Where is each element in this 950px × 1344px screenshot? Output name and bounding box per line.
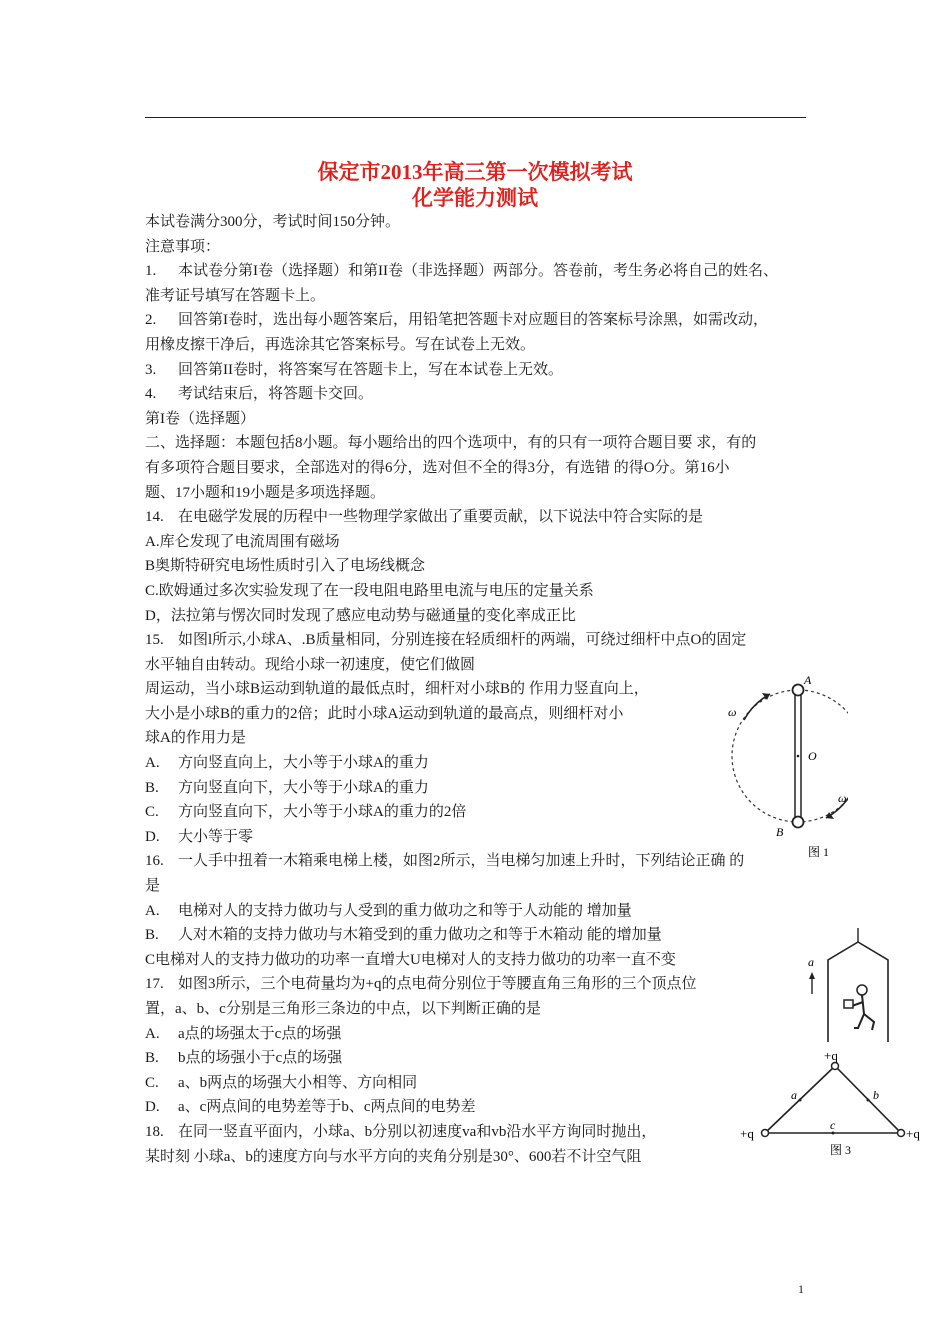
option-label: B.: [145, 779, 159, 796]
option-label: A.: [145, 1025, 160, 1042]
notice-number: 4.: [145, 386, 157, 403]
question-17-option: [145, 1046, 813, 1071]
charge-top: +q: [824, 1048, 838, 1063]
notice-text: 回答第II卷时，将答案写在答题卡上，写在本试卷上无效。: [178, 361, 563, 378]
notice-item: [145, 358, 813, 383]
label-accel: a: [808, 955, 814, 969]
figure-3-caption: 图 3: [830, 1143, 852, 1157]
option-text: 方向竖直向下，大小等于小球A的重力的2倍: [178, 804, 467, 821]
wooden-box: [844, 1000, 853, 1008]
question-15-stem-line: 大小是小球B的重力的2倍；此时小球A运动到轨道的最高点，则细杆对小: [145, 705, 624, 722]
section-heading: 第I卷（选择题）: [145, 410, 255, 427]
question-15-stem: [145, 628, 813, 653]
question-text: 在电磁学发展的历程中一些物理学家做出了重要贡献，以下说法中符合实际的是: [178, 509, 704, 526]
question-16-option: [145, 899, 813, 924]
label-b: B: [776, 825, 784, 839]
option-text: a、b两点的场强大小相等、方向相同: [178, 1074, 418, 1091]
ball-a: [793, 685, 804, 696]
ball-b: [793, 817, 804, 828]
acceleration-arrowhead: [809, 972, 815, 979]
question-16-option: C电梯对人的支持力做功的功率一直增大U电梯对人的支持力做功的功率一直不变: [145, 951, 676, 968]
label-c: c: [830, 1118, 836, 1132]
vertex-top: [832, 1063, 839, 1070]
question-number: 14.: [145, 509, 164, 526]
question-17-option: [145, 1095, 813, 1120]
question-14-option: A.库仑发现了电流周围有磁场: [145, 533, 340, 550]
option-label: B.: [145, 927, 159, 944]
option-label: B.: [145, 1050, 159, 1067]
label-b: b: [873, 1088, 879, 1102]
vertex-left: [762, 1130, 769, 1137]
question-number: 17.: [145, 976, 164, 993]
header-rule: [145, 117, 806, 118]
figure-1-rotating-rod: [718, 668, 848, 860]
option-label: A.: [145, 902, 160, 919]
option-label: D.: [145, 828, 160, 845]
exam-content: [145, 210, 813, 1169]
omega-bottom: ω: [838, 791, 847, 805]
option-text: 方向竖直向上，大小等于小球A的重力: [178, 755, 429, 772]
question-15-option: [145, 825, 813, 850]
notice-text: 回答第I卷时，选出每小题答案后，用铅笔把答题卡对应题目的答案标号涂黑，如需改动，: [178, 312, 768, 329]
question-number: 18.: [145, 1123, 164, 1140]
option-text: 电梯对人的支持力做功与人受到的重力做功之和等于人动能的 增加量: [178, 902, 632, 919]
question-15-option: [145, 751, 813, 776]
midpoint-a: [799, 1099, 802, 1102]
vertex-right: [898, 1130, 905, 1137]
question-15-stem-line: 周运动，当小球B运动到轨道的最低点时，细杆对小球B的 作用力竖直向上，: [145, 681, 649, 698]
question-16-stem-line: 是: [145, 878, 161, 895]
figure-3-triangle: [738, 1044, 932, 1162]
notice-heading: 注意事项：: [145, 238, 221, 255]
section-instruction: 题、17小题和19小题是多项选择题。: [145, 484, 386, 501]
question-14-option: D，法拉第与愣次同时发现了感应电动势与磁通量的变化率成正比: [145, 607, 576, 624]
label-a: a: [791, 1088, 797, 1102]
question-text: 一人手中扭着一木箱乘电梯上楼，如图2所示，当电梯匀加速上升时，下列结论正确 的: [178, 853, 745, 870]
question-15-stem-line: 水平轴自由转动。现给小球一初速度，使它们做圆: [145, 656, 476, 673]
question-text: 在同一竖直平面内，小球a、b分别以初速度va和vb沿水平方询同时抛出，: [178, 1123, 657, 1140]
notice-text: 本试卷分第I卷（选择题）和第II卷（非选择题）两部分。答卷前，考生务必将自己的姓名、: [178, 263, 778, 280]
option-text: 大小等于零: [178, 828, 254, 845]
notice-item: [145, 382, 813, 407]
option-text: 方向竖直向下，大小等于小球A的重力: [178, 779, 429, 796]
question-16-stem: [145, 849, 813, 874]
figure-2-elevator: [800, 926, 892, 1044]
omega-top: ω: [728, 705, 737, 719]
question-18-stem-line: 某时刻 小球a、b的速度方向与水平方向的夹角分别是30°、600若不计空气阻: [145, 1148, 642, 1165]
question-text: 如图l所示,小球A、.B质量相同，分别连接在轻质细杆的两端，可绕过细杆中点O的固定: [178, 632, 747, 649]
page-number: 1: [798, 1282, 804, 1296]
option-text: 人对木箱的支持力做功与木箱受到的重力做功之和等于木箱动 能的增加量: [178, 927, 662, 944]
option-label: A.: [145, 755, 160, 772]
notice-number: 3.: [145, 361, 157, 378]
question-17-stem: [145, 972, 813, 997]
question-16-option: [145, 923, 813, 948]
option-label: C.: [145, 804, 159, 821]
option-text: a、c两点间的电势差等于b、c两点间的电势差: [178, 1099, 476, 1116]
question-14-option: B奥斯特研究电场性质时引入了电场线概念: [145, 558, 426, 575]
pivot-o: [797, 755, 800, 758]
charge-left: +q: [740, 1126, 754, 1141]
option-label: C.: [145, 1074, 159, 1091]
label-a: A: [804, 673, 812, 687]
question-15-option: [145, 776, 813, 801]
question-15-stem-line: 球A的作用力是: [145, 730, 246, 747]
question-15-option: [145, 800, 813, 825]
option-text: b点的场强小于c点的场强: [178, 1050, 343, 1067]
question-number: 16.: [145, 853, 164, 870]
label-o: O: [808, 749, 817, 763]
section-instruction: 二、选择题：本题包括8小题。每小题给出的四个选项中，有的只有一项符合题目要 求，有的: [145, 435, 757, 452]
notice-continuation: 准考证号填写在答题卡上。: [145, 287, 326, 304]
question-17-option: [145, 1022, 813, 1047]
person-head: [857, 985, 867, 995]
midpoint-b: [867, 1099, 870, 1102]
question-text: 如图3所示，三个电荷量均为+q的点电荷分别位于等腰直角三角形的三个顶点位: [178, 976, 697, 993]
option-label: D.: [145, 1099, 160, 1116]
trajectory-circle: [732, 690, 848, 822]
notice-number: 2.: [145, 312, 157, 329]
intro-line: 本试卷满分300分，考试时间150分钟。: [145, 214, 401, 230]
question-number: 15.: [145, 632, 164, 649]
question-14-option: C.欧姆通过多次实验发现了在一段电阻电路里电流与电压的定量关系: [145, 582, 594, 599]
notice-number: 1.: [145, 263, 157, 280]
notice-text: 考试结束后，将答题卡交回。: [178, 386, 374, 403]
person-body: [852, 995, 874, 1030]
figure-1-caption: 图 1: [808, 845, 830, 859]
exam-title: 保定市2013年高三第一次模拟考试: [317, 160, 633, 184]
section-instruction: 有多项符合题目要求，全部选对的得6分，选对但不全的得3分，有选错 的得O分。第16小: [145, 459, 730, 476]
notice-item: [145, 259, 813, 284]
notice-item: [145, 308, 813, 333]
question-14-stem: [145, 505, 813, 530]
notice-continuation: 用橡皮擦干净后，再选涂其它答案标号。写在试卷上无效。: [145, 336, 536, 353]
question-18-stem: [145, 1120, 813, 1145]
question-17-option: [145, 1071, 813, 1096]
exam-subtitle: 化学能力测试: [412, 186, 538, 210]
charge-right: +q: [906, 1126, 920, 1141]
option-text: a点的场强太于c点的场强: [178, 1025, 342, 1042]
question-17-stem-line: 置，a、b、c分别是三角形三条边的中点，以下判断正确的是: [145, 1001, 541, 1017]
